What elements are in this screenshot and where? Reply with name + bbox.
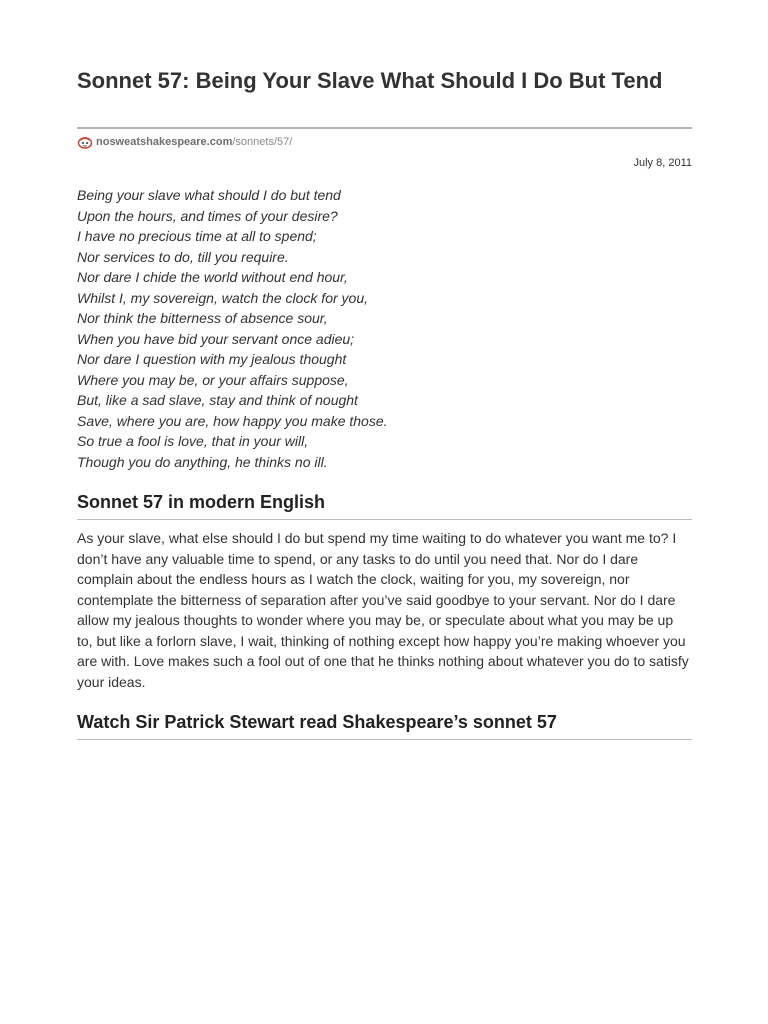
poem-line: Nor think the bitterness of absence sour,: [77, 310, 328, 326]
poem-line: Save, where you are, how happy you make those.: [77, 412, 388, 429]
poem-line: I have no precious time at all to spend;: [77, 228, 317, 244]
poem-line: Nor dare I question with my jealous thought: [77, 351, 347, 367]
poem-line: But, like a sad slave, stay and think of nought: [77, 392, 358, 408]
article-title: Sonnet 57: Being Your Slave What Should I Do But Tend: [77, 68, 663, 93]
source-link[interactable]: [77, 134, 292, 150]
nosweat-logo-icon: [77, 135, 93, 149]
video-heading-divider: [77, 739, 692, 740]
modern-english-heading: Sonnet 57 in modern English: [77, 492, 326, 512]
poem-line: When you have bid your servant once adieu;: [77, 330, 355, 347]
title-divider: [77, 127, 692, 129]
video-heading: Watch Sir Patrick Stewart read Shakespeare’s sonnet 57: [77, 712, 557, 732]
poem-line: Nor dare I chide the world without end hour,: [77, 269, 348, 285]
source-domain: nosweatshakespeare.com: [96, 136, 233, 148]
sonnet-text: [77, 185, 692, 472]
poem-line: Though you do anything, he thinks no ill.: [77, 453, 328, 470]
publish-date: July 8, 2011: [633, 157, 692, 169]
poem-line: Upon the hours, and times of your desire?: [77, 207, 338, 224]
modern-english-paragraph: As your slave, what else should I do but spend my time waiting to do whatever you want me to? I don’t have any valuable time to spend, or any tasks to do until you need that. Nor do I dare complain about the endless hours as I watch the clock, waiting for you, my sovereign, nor contemplate the bitterness of separation after you’ve said goodbye to your servant. Nor do I dare allow my jealous thoughts to wonder where you may be, or speculate about what you may be up to, but like a forlorn slave, I wait, thinking of nothing except how happy you’re making whoever you are with. Love makes such a fool out of one that he thinks nothing about whatever you do to satisfy your ideas.: [77, 530, 689, 690]
poem-line: So true a fool is love, that in your will,: [77, 433, 309, 449]
modern-heading-divider: [77, 519, 692, 520]
poem-line: Whilst I, my sovereign, watch the clock for you,: [77, 289, 368, 306]
poem-line: Being your slave what should I do but tend: [77, 187, 341, 203]
poem-line: Nor services to do, till you require.: [77, 248, 289, 265]
poem-line: Where you may be, or your affairs suppose,: [77, 371, 349, 388]
source-path: /sonnets/57/: [232, 136, 293, 148]
